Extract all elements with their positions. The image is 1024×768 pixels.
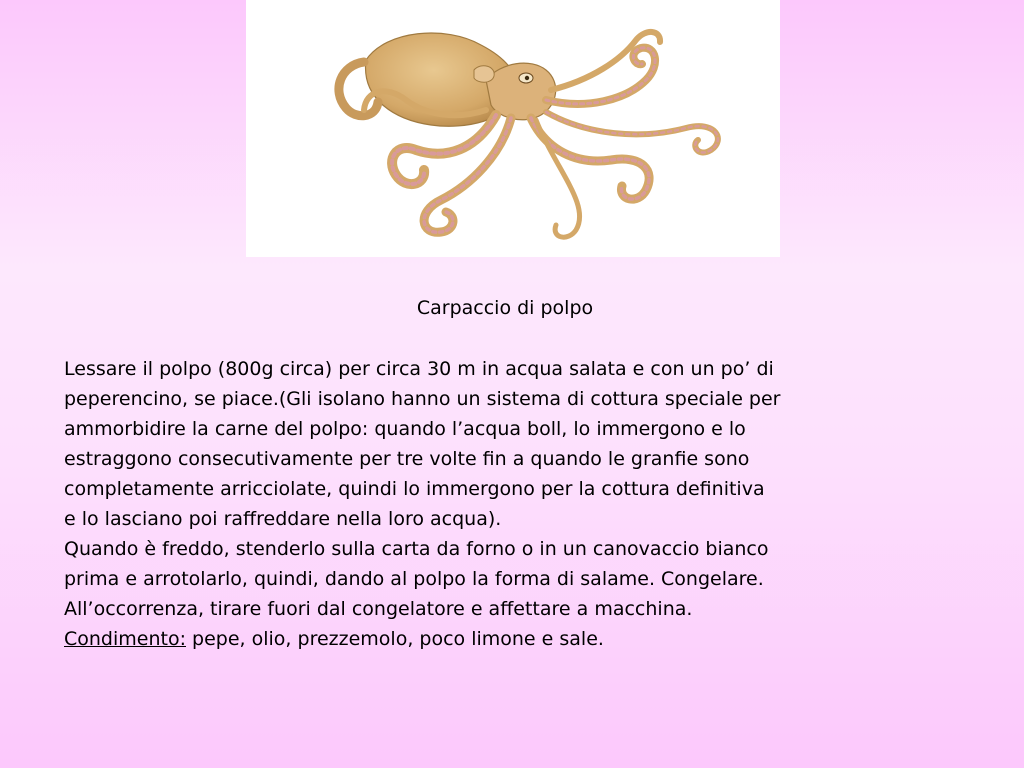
recipe-line: Quando è freddo, stenderlo sulla carta da forno o in un canovaccio bianco <box>64 538 769 560</box>
recipe-line: peperencino, se piace.(Gli isolano hanno un sistema di cottura speciale per <box>64 388 781 410</box>
octopus-illustration <box>246 0 780 257</box>
recipe-body <box>64 354 964 654</box>
recipe-line: estraggono consecutivamente per tre volte fin a quando le granfie sono <box>64 448 750 470</box>
octopus-icon <box>246 0 780 257</box>
recipe-line: e lo lasciano poi raffreddare nella loro acqua). <box>64 508 502 530</box>
recipe-line: completamente arricciolate, quindi lo immergono per la cottura definitiva <box>64 478 765 500</box>
condiment-text: pepe, olio, prezzemolo, poco limone e sale. <box>186 628 604 650</box>
recipe-line: All’occorrenza, tirare fuori dal congelatore e affettare a macchina. <box>64 598 693 620</box>
recipe-title: Carpaccio di polpo <box>416 297 594 319</box>
recipe-line: prima e arrotolarlo, quindi, dando al polpo la forma di salame. Congelare. <box>64 568 764 590</box>
recipe-line: ammorbidire la carne del polpo: quando l’acqua boll, lo immergono e lo <box>64 418 746 440</box>
condiment-line <box>64 624 964 654</box>
recipe-line: Lessare il polpo (800g circa) per circa 30 m in acqua salata e con un po’ di <box>64 358 774 380</box>
condiment-label: Condimento: <box>64 628 186 650</box>
